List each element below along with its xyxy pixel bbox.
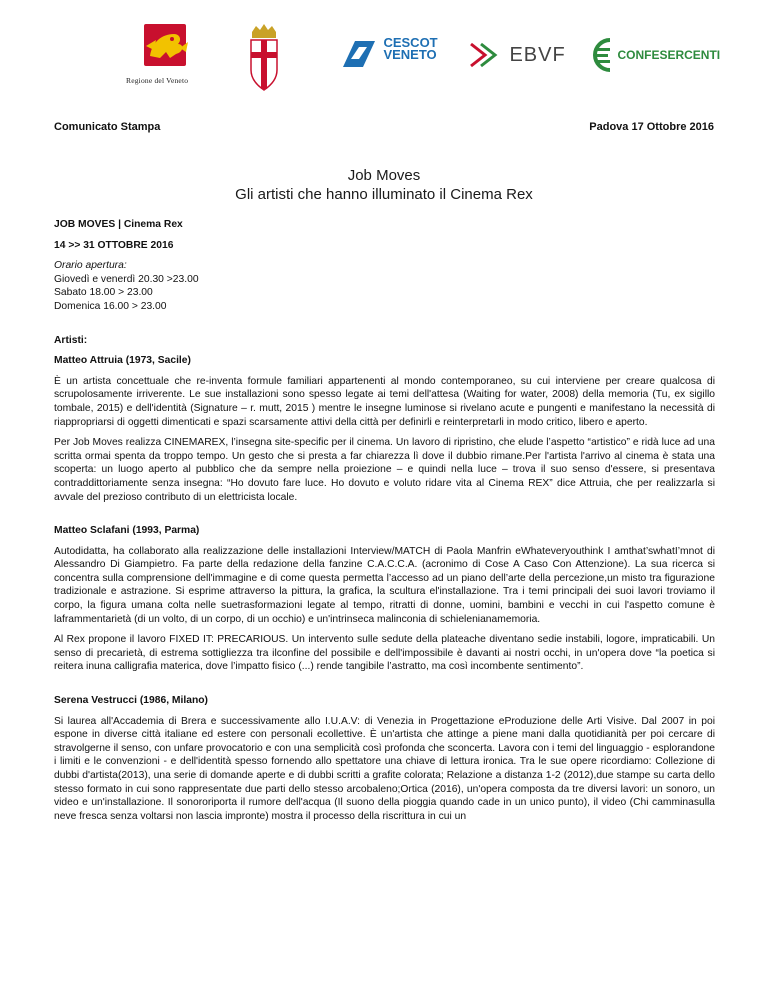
artists-label: Artisti: — [54, 334, 88, 346]
ebvf-text: EBVF — [509, 43, 566, 66]
regione-logo-text: Regione del Veneto — [126, 76, 189, 85]
cescot-line2: VENETO — [383, 47, 437, 62]
artist-name: Matteo Sclafani (1993, Parma) — [54, 525, 200, 537]
opening-hours — [54, 259, 715, 313]
confesercenti-logo — [588, 36, 720, 74]
coat-of-arms-icon — [248, 22, 280, 92]
hours-line: Giovedì e venerdì 20.30 >23.00 — [54, 273, 199, 285]
confesercenti-mark-icon — [588, 36, 612, 74]
logo-bar — [0, 22, 768, 92]
title-line-2: Gli artisti che hanno illuminato il Cinema Rex — [235, 186, 533, 203]
artist-paragraph: È un artista concettuale che re-inventa formule familiari appartenenti al mondo contemporaneo, su cui interviene per creare qualcosa di scrupolosamente irriverente. Le sue installazioni sono spesso legate ai temi dell'attesa (Waiting for water, 2008) della memoria (Tu, ex sigillo tombale, 2015) e dell'identità (Signature – r. mutt, 2015 ) mentre le insegne luminose si rivelano acute e pungenti e manifestano la necessità di riappropriarsi di oggetti dimenticati e spazi scarsamente attivi della città per definirli e reinterpretarli in modo critico, libero e aperto. — [54, 375, 715, 428]
date-location-label: Padova 17 Ottobre 2016 — [589, 121, 714, 133]
hours-line: Domenica 16.00 > 23.00 — [54, 300, 167, 312]
artist-name: Serena Vestrucci (1986, Milano) — [54, 695, 208, 707]
artist-paragraph: Per Job Moves realizza CINEMAREX, l’insegna site-specific per il cinema. Un lavoro di ripristino, che elude l’aspetto “artistico” e ridà luce ad una scritta ormai spenta da troppo tempo. Un gesto che si presta a far chiarezza lì dove il dubbio rimane.Per l'artista l'arrivo al cinema è stata una scoperta: un luogo aperto al pubblico che da sempre nella proiezione – e quindi nella luce – trova il suo senso d'essere, si presentava contraddittoriamente senza insegna: “Ho dovuto fare luce. Ho dovuto e voluto ridare vita al Cinema REX” dice Attruia, che per realizzarla si avvale del prezioso contributo di un elettricista locale. — [54, 437, 715, 503]
artist-name: Matteo Attruia (1973, Sacile) — [54, 355, 191, 367]
document-body — [54, 218, 715, 830]
event-name: JOB MOVES | Cinema Rex — [54, 219, 183, 230]
lion-of-saint-mark-icon — [126, 22, 204, 68]
artist-paragraph: Al Rex propone il lavoro FIXED IT: PRECARIOUS. Un intervento sulle sedute della plateache diventano sedie instabili, logore, impraticabili. Un senso di precarietà, di estrema sottigliezza tra ilconfine del possibile e dell'impossibile è davanti ai nostri occhi, in un'opera dove “la poetica si reitera inuna calligrafia materica, dove l’impatto fisico (...) rende tangibile l’astratto, ma così incombente sentimento”. — [54, 634, 715, 673]
padova-coat-of-arms-logo — [248, 22, 280, 97]
hours-line: Sabato 18.00 > 23.00 — [54, 287, 153, 299]
event-dates: 14 >> 31 OTTOBRE 2016 — [54, 239, 174, 251]
cescot-line1: CESCOT — [383, 35, 438, 50]
opening-hours-label: Orario apertura: — [54, 260, 127, 272]
cescot-veneto-logo — [341, 37, 438, 69]
regione-veneto-logo — [126, 22, 204, 85]
cescot-mark-icon — [341, 37, 377, 69]
artist-paragraph: Si laurea all'Accademia di Brera e successivamente allo I.U.A.V: di Venezia in Progettazione eProduzione delle Arti Visive. Dal 2007 in poi espone in diverse città italiane ed estere con personali ecollettive. È un'artista che attinge a piene mani dalla quotidianità per poi cercare di stravolgerne il senso, con unfare provocatorio e con una semplicità così profonda che sconcerta. Lavora con i temi del linguaggio - esplorandone i limiti e le convenzioni - e dell'identità spesso fornendo allo spettatore una chiave di lettura ironica. Tra le sue opere ricordiamo: Collezione di dubbi d'artista(2013), una serie di domande aperte e di dubbi scritti a grafite colorata; Relazione a distanza 1-2 (2012),due stampe su carta dello stesso formato in cui sono rappresentate due parti dello stesso arcobaleno;Ortica (2016), un'opera composta da tre diversi lavori: un sonoro, un video e un'installazione. Il sonororiporta il rumore dell'acqua (Il suono della pioggia quando cade in un unico punto), il video (Chi camminasulla neve fresca senza voltarsi non lascia impronte) mostra il processo della riscrittura in cui un — [54, 715, 715, 822]
page-title — [0, 166, 768, 204]
artist-paragraph: Autodidatta, ha collaborato alla realizzazione delle installazioni Interview/MATCH di Paola Manfrin eWhateveryouthink I amthat’swhatI’mnot di Alessandro Di Giampietro. Fa parte della redazione della fanzine C.A.C.C.A. (acronimo di Cose A Caso Con Attenzione). La sua ricerca si concentra sulla comprensione dell'immagine e di come questa permetta l’accesso ad un piano dell’arte della percezione,un misto tra figurazione tradizionale e astrazione. Si esprime attraverso la pittura, la grafica, la scultura el'installazione. Tra i temi principali dei suoi lavori troviamo il corpo, la figura umana colta nelle suetrasformazioni legate al tempo, ritratti di donne, uomini, bambini e vecchi in cui l'aspetto comune è laframmentarietà (di un volto, di un corpo, di un occhio) e un'intrinseca malinconia di schielenianamemoria. — [54, 545, 715, 625]
ebvf-logo — [469, 40, 566, 70]
header-row — [54, 121, 714, 133]
ebvf-mark-icon — [469, 40, 505, 70]
title-line-1: Job Moves — [347, 167, 421, 184]
confesercenti-text: CONFESERCENTI — [617, 48, 721, 62]
press-release-label: Comunicato Stampa — [54, 121, 161, 133]
